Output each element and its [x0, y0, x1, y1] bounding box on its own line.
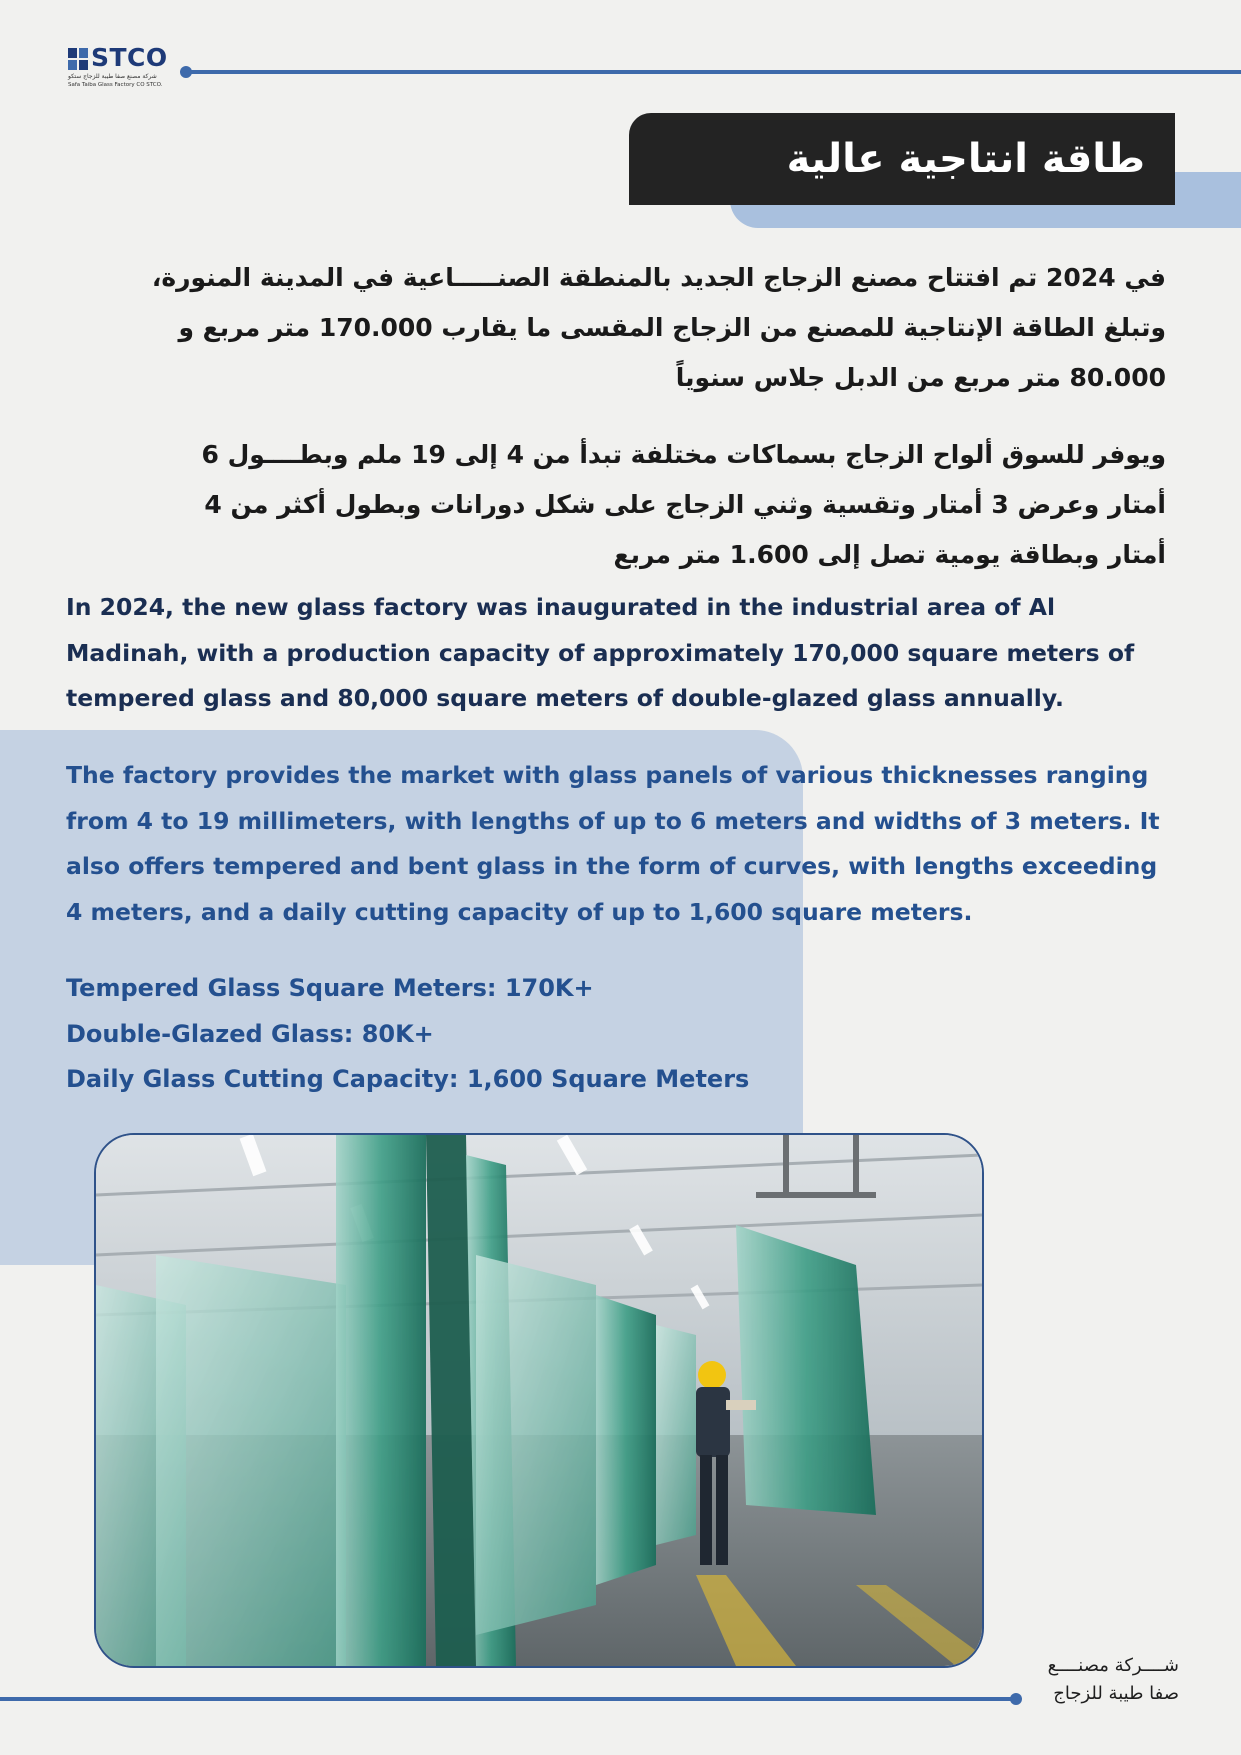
- logo-subtitle-arabic: شركة مصنع صفا طيبة للزجاج ستكو: [68, 73, 157, 80]
- arabic-paragraph-2: ويوفر للسوق ألواح الزجاج بسماكات مختلفة تبدأ من 4 إلى 19 ملم وبطــــول 6 أمتار وعرض 3 أمتار وتقسية وثني الزجاج على شكل دورانات وبطول أكثر من 4 أمتار وبطاقة يومية تصل إلى 1.600 متر مربع: [201, 440, 1166, 569]
- factory-photo-illustration: [96, 1135, 982, 1666]
- english-paragraph-2: The factory provides the market with glass panels of various thicknesses ranging from 4 to 19 millimeters, with lengths of up to 6 meters and widths of 3 meters. It also offers tempered and bent glass in the form of curves, with lengths exceeding 4 meters, and a daily cutting capacity of up to 1,600 square meters.: [66, 761, 1160, 926]
- top-divider-dot: [180, 66, 192, 78]
- stats-list: [66, 966, 749, 1103]
- logo-subtitle-english: Safa Taiba Glass Factory CO STCO.: [68, 82, 163, 88]
- company-logo: [68, 44, 178, 90]
- arabic-paragraph-1: في 2024 تم افتتاح مصنع الزجاج الجديد بالمنطقة الصنـــــاعية في المدينة المنورة، وتبلغ الطاقة الإنتاجية للمصنع من الزجاج المقسى ما يقارب 170.000 متر مربع و 80.000 متر مربع من الدبل جلاس سنوياً: [151, 263, 1166, 392]
- title-banner: [629, 113, 1175, 205]
- bottom-divider: [0, 1697, 1013, 1701]
- logo-mark-icon: [68, 48, 88, 70]
- top-divider: [184, 70, 1241, 74]
- footer-company-name: [1048, 1652, 1179, 1708]
- bottom-divider-dot: [1010, 1693, 1022, 1705]
- english-paragraph-1: In 2024, the new glass factory was inaugurated in the industrial area of Al Madinah, with a production capacity of approximately 170,000 square meters of tempered glass and 80,000 square meters of double-glazed glass annually.: [66, 593, 1135, 712]
- factory-photo: [94, 1133, 984, 1668]
- stat-daily-cutting: Daily Glass Cutting Capacity: 1,600 Square Meters: [66, 1065, 750, 1093]
- footer-line-1: شــــركة مصنــــع: [1047, 1655, 1179, 1676]
- logo-text: STCO: [91, 43, 168, 72]
- page-title: طاقة انتاجية عالية: [786, 136, 1145, 182]
- stat-double-glazed: Double-Glazed Glass: 80K+: [66, 1019, 434, 1048]
- stat-tempered-glass: Tempered Glass Square Meters: 170K+: [66, 974, 594, 1002]
- footer-line-2: صفا طيبة للزجاج: [1053, 1683, 1179, 1704]
